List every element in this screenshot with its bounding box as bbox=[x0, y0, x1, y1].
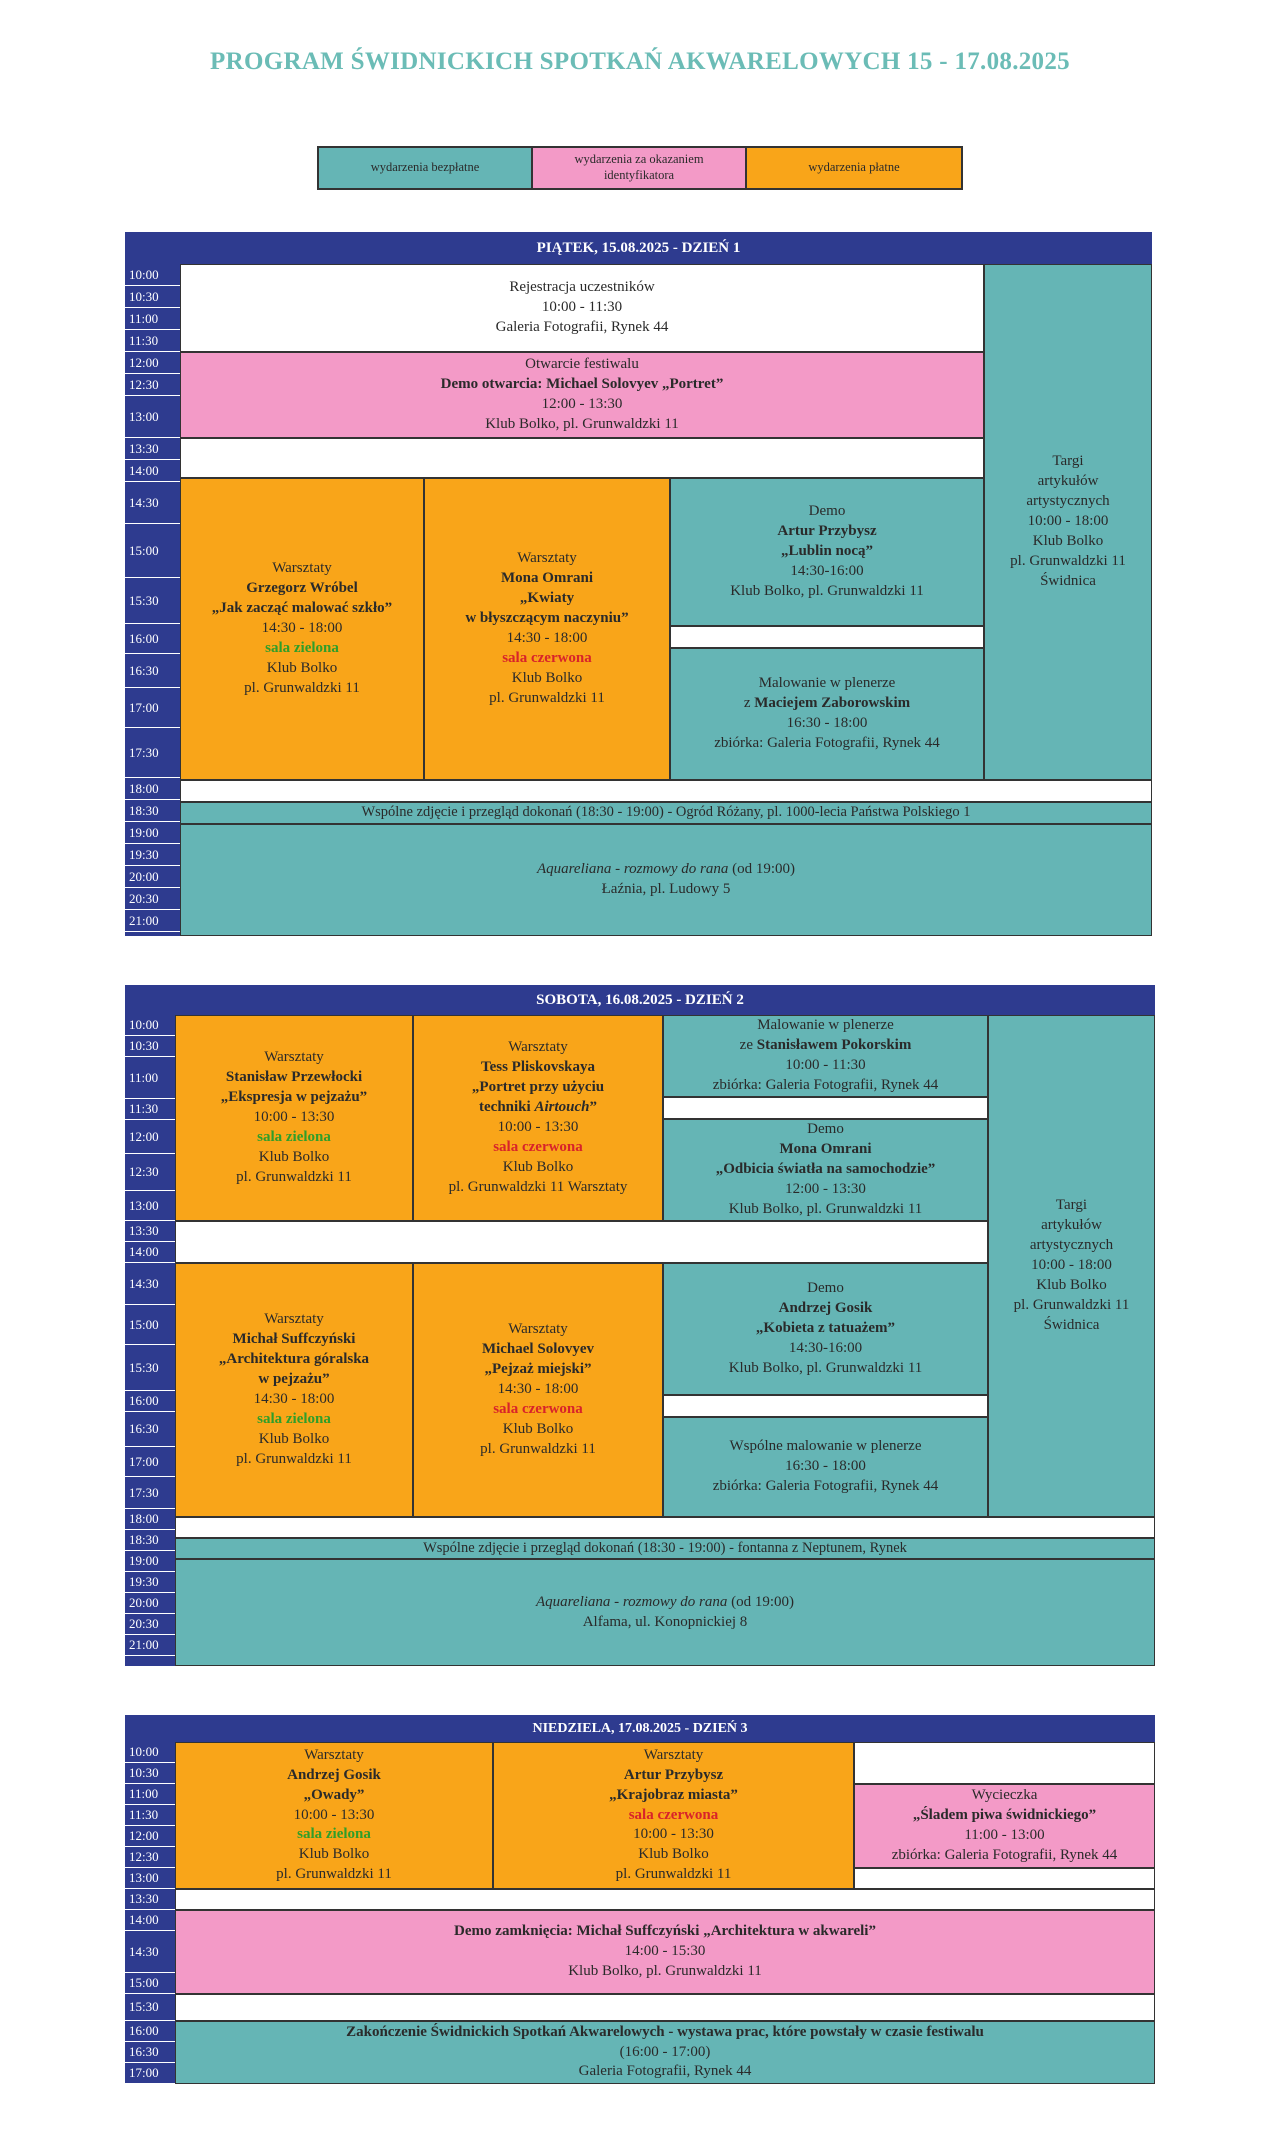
time-slot: 19:00 bbox=[125, 822, 180, 844]
day2-workshop-suffczynski: Warsztaty Michał Suffczyński „Architektura góralska w pejzażu” 14:30 - 18:00 sala zielona Klub Bolko pl. Grunwaldzki 11 bbox=[175, 1263, 413, 1517]
day3-finale: Zakończenie Świdnickich Spotkań Akwarelowych - wystawa prac, które powstały w czasie festiwalu (16:00 - 17:00) Galeria Fotografii, Rynek 44 bbox=[175, 2021, 1155, 2084]
time-slot: 15:30 bbox=[125, 578, 180, 624]
time-slot: 16:30 bbox=[125, 654, 180, 688]
time-slot: 15:30 bbox=[125, 1994, 180, 2021]
time-slot: 14:30 bbox=[125, 482, 180, 524]
time-slot: 18:30 bbox=[125, 1530, 180, 1551]
day3-workshop-gosik: Warsztaty Andrzej Gosik „Owady” 10:00 - 13:30 sala zielona Klub Bolko pl. Grunwaldzki 11 bbox=[175, 1742, 493, 1889]
day3-break-1300 bbox=[854, 1868, 1155, 1889]
day2-break-1600 bbox=[663, 1395, 988, 1417]
time-slot: 18:30 bbox=[125, 800, 180, 822]
time-slot: 19:00 bbox=[125, 1551, 180, 1572]
day1-break-1330 bbox=[180, 438, 984, 478]
time-slot: 18:00 bbox=[125, 1509, 180, 1530]
time-slot: 10:30 bbox=[125, 286, 180, 308]
time-slot: 14:00 bbox=[125, 1242, 180, 1263]
time-slot: 17:00 bbox=[125, 688, 180, 728]
day1-workshop-omrani: Warsztaty Mona Omrani „Kwiaty w błyszczącym naczyniu” 14:30 - 18:00 sala czerwona Klub Bolko pl. Grunwaldzki 11 bbox=[424, 478, 670, 780]
day3-closing-demo: Demo zamknięcia: Michał Suffczyński „Architektura w akwareli” 14:00 - 15:30 Klub Bolko, pl. Grunwaldzki 11 bbox=[175, 1910, 1155, 1994]
day1-workshop-wrobel: Warsztaty Grzegorz Wróbel „Jak zacząć malować szkło” 14:30 - 18:00 sala zielona Klub Bolko pl. Grunwaldzki 11 bbox=[180, 478, 424, 780]
day2-break-1800 bbox=[175, 1517, 1155, 1538]
time-slot: 20:30 bbox=[125, 1614, 180, 1635]
time-slot: 16:00 bbox=[125, 2021, 180, 2042]
legend-free: wydarzenia bezpłatne bbox=[317, 146, 533, 190]
day3-break-morning bbox=[854, 1742, 1155, 1784]
time-slot: 17:00 bbox=[125, 2063, 180, 2084]
day2-aquareliana: Aquareliana - rozmowy do rana (od 19:00) Alfama, ul. Konopnickiej 8 bbox=[175, 1559, 1155, 1666]
time-slot: 12:30 bbox=[125, 1847, 180, 1868]
day1-header: PIĄTEK, 15.08.2025 - DZIEŃ 1 bbox=[125, 232, 1152, 264]
time-slot: 13:30 bbox=[125, 1889, 180, 1910]
time-slot: 15:00 bbox=[125, 1973, 180, 1994]
time-slot: 12:00 bbox=[125, 1826, 180, 1847]
day3-time-column bbox=[125, 1742, 175, 2084]
day2-time-column bbox=[125, 1015, 175, 1666]
day3-header: NIEDZIELA, 17.08.2025 - DZIEŃ 3 bbox=[125, 1715, 1155, 1742]
time-slot: 13:00 bbox=[125, 1191, 180, 1221]
time-slot: 10:00 bbox=[125, 1015, 180, 1036]
time-slot: 10:30 bbox=[125, 1036, 180, 1057]
time-slot: 16:30 bbox=[125, 2042, 180, 2063]
time-slot: 11:00 bbox=[125, 308, 180, 330]
time-slot: 13:30 bbox=[125, 438, 180, 460]
time-slot: 11:30 bbox=[125, 330, 180, 352]
time-slot: 12:00 bbox=[125, 1120, 180, 1154]
time-slot: 16:00 bbox=[125, 1391, 180, 1412]
time-slot: 16:30 bbox=[125, 1412, 180, 1447]
time-slot: 21:00 bbox=[125, 910, 180, 932]
day2-group-photo: Wspólne zdjęcie i przegląd dokonań (18:30 - 19:00) - fontanna z Neptunem, Rynek bbox=[175, 1538, 1155, 1559]
day2-plein-air-group: Wspólne malowanie w plenerze 16:30 - 18:00 zbiórka: Galeria Fotografii, Rynek 44 bbox=[663, 1417, 988, 1517]
time-slot: 13:30 bbox=[125, 1221, 180, 1242]
day2-header: SOBOTA, 16.08.2025 - DZIEŃ 2 bbox=[125, 985, 1155, 1015]
day1-opening: Otwarcie festiwalu Demo otwarcia: Michael Solovyev „Portret” 12:00 - 13:30 Klub Bolko, pl. Grunwaldzki 11 bbox=[180, 352, 984, 438]
time-slot: 13:00 bbox=[125, 1868, 180, 1889]
time-slot: 11:00 bbox=[125, 1784, 180, 1805]
time-slot: 17:30 bbox=[125, 1477, 180, 1509]
day2-fair: Targi artykułów artystycznych 10:00 - 18:00 Klub Bolko pl. Grunwaldzki 11 Świdnica bbox=[988, 1015, 1155, 1517]
time-slot: 17:00 bbox=[125, 1447, 180, 1477]
time-slot: 21:00 bbox=[125, 1635, 180, 1656]
time-slot: 10:30 bbox=[125, 1763, 180, 1784]
day2-break-1330 bbox=[175, 1221, 988, 1263]
time-slot: 12:00 bbox=[125, 352, 180, 374]
day1-fair: Targi artykułów artystycznych 10:00 - 18:00 Klub Bolko pl. Grunwaldzki 11 Świdnica bbox=[984, 264, 1152, 780]
time-slot: 20:30 bbox=[125, 888, 180, 910]
time-slot: 19:30 bbox=[125, 844, 180, 866]
day2-workshop-solovyev: Warsztaty Michael Solovyev „Pejzaż miejski” 14:30 - 18:00 sala czerwona Klub Bolko pl. Grunwaldzki 11 bbox=[413, 1263, 663, 1517]
day3-workshop-przybysz: Warsztaty Artur Przybysz „Krajobraz miasta” sala czerwona 10:00 - 13:30 Klub Bolko pl. Grunwaldzki 11 bbox=[493, 1742, 854, 1889]
day2-workshop-pliskovskaya: Warsztaty Tess Pliskovskaya „Portret przy użyciu techniki Airtouch” 10:00 - 13:30 sala czerwona Klub Bolko pl. Grunwaldzki 11 Warsztaty bbox=[413, 1015, 663, 1221]
day3-break-1330 bbox=[175, 1889, 1155, 1910]
day2-demo-gosik: Demo Andrzej Gosik „Kobieta z tatuażem” 14:30-16:00 Klub Bolko, pl. Grunwaldzki 11 bbox=[663, 1263, 988, 1395]
time-slot: 15:00 bbox=[125, 524, 180, 578]
day2-workshop-przewlocki: Warsztaty Stanisław Przewłocki „Ekspresja w pejzażu” 10:00 - 13:30 sala zielona Klub Bolko pl. Grunwaldzki 11 bbox=[175, 1015, 413, 1221]
time-slot: 19:30 bbox=[125, 1572, 180, 1593]
day3-trip: Wycieczka „Śladem piwa świdnickiego” 11:00 - 13:00 zbiórka: Galeria Fotografii, Rynek 44 bbox=[854, 1784, 1155, 1868]
time-slot: 12:30 bbox=[125, 374, 180, 396]
time-slot: 11:30 bbox=[125, 1805, 180, 1826]
time-slot: 10:00 bbox=[125, 1742, 180, 1763]
time-slot: 18:00 bbox=[125, 778, 180, 800]
time-slot: 11:30 bbox=[125, 1099, 180, 1120]
page-title: PROGRAM ŚWIDNICKICH SPOTKAŃ AKWARELOWYCH 15 - 17.08.2025 bbox=[210, 48, 1070, 75]
time-slot: 15:00 bbox=[125, 1305, 180, 1345]
day1-group-photo: Wspólne zdjęcie i przegląd dokonań (18:30 - 19:00) - Ogród Różany, pl. 1000-lecia Państwa Polskiego 1 bbox=[180, 802, 1152, 824]
day2-plein-air-pokorski: Malowanie w plenerze ze Stanisławem Pokorskim 10:00 - 11:30 zbiórka: Galeria Fotografii, Rynek 44 bbox=[663, 1015, 988, 1097]
day1-registration: Rejestracja uczestników 10:00 - 11:30 Galeria Fotografii, Rynek 44 bbox=[180, 264, 984, 352]
day2-break-1130 bbox=[663, 1097, 988, 1119]
day1-plein-air: Malowanie w plenerze z Maciejem Zaborowskim 16:30 - 18:00 zbiórka: Galeria Fotografii, Rynek 44 bbox=[670, 648, 984, 780]
legend-id-required: wydarzenia za okazaniem identyfikatora bbox=[531, 146, 747, 190]
day1-demo-przybysz: Demo Artur Przybysz „Lublin nocą” 14:30-16:00 Klub Bolko, pl. Grunwaldzki 11 bbox=[670, 478, 984, 626]
time-slot: 14:30 bbox=[125, 1263, 180, 1305]
time-slot: 20:00 bbox=[125, 866, 180, 888]
time-slot: 11:00 bbox=[125, 1057, 180, 1099]
time-slot: 12:30 bbox=[125, 1154, 180, 1191]
day2-demo-omrani: Demo Mona Omrani „Odbicia światła na samochodzie” 12:00 - 13:30 Klub Bolko, pl. Grunwaldzki 11 bbox=[663, 1119, 988, 1221]
time-slot: 15:30 bbox=[125, 1345, 180, 1391]
time-slot: 14:30 bbox=[125, 1931, 180, 1973]
time-slot: 10:00 bbox=[125, 264, 180, 286]
legend-paid: wydarzenia płatne bbox=[745, 146, 963, 190]
time-slot: 14:00 bbox=[125, 1910, 180, 1931]
day3-break-1530 bbox=[175, 1994, 1155, 2021]
day1-time-column bbox=[125, 264, 180, 936]
time-slot: 16:00 bbox=[125, 624, 180, 654]
day1-break-1800 bbox=[180, 780, 1152, 802]
time-slot: 14:00 bbox=[125, 460, 180, 482]
day1-break-1600 bbox=[670, 626, 984, 648]
time-slot: 17:30 bbox=[125, 728, 180, 778]
time-slot: 13:00 bbox=[125, 396, 180, 438]
day1-aquareliana: Aquareliana - rozmowy do rana (od 19:00) Łaźnia, pl. Ludowy 5 bbox=[180, 824, 1152, 936]
time-slot: 20:00 bbox=[125, 1593, 180, 1614]
